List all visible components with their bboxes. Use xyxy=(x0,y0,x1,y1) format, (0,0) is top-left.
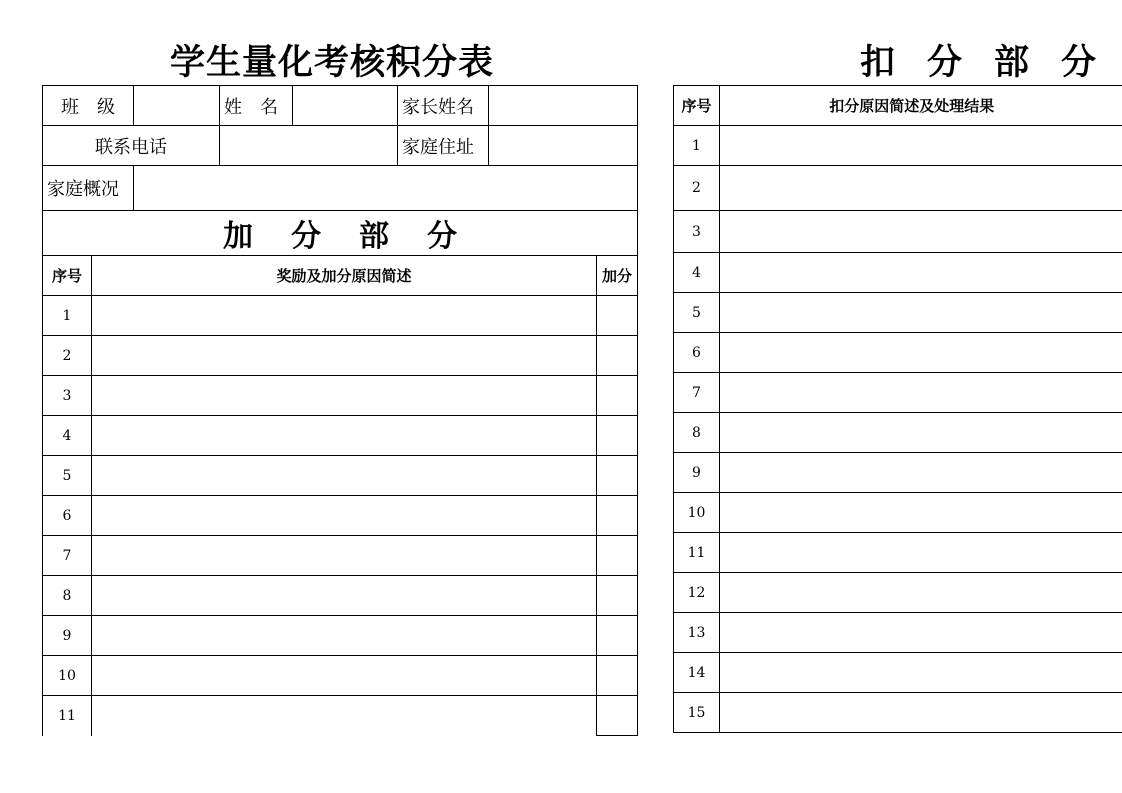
phone-label: 联系电话 xyxy=(43,126,220,166)
bonus-reason-cell[interactable] xyxy=(92,296,597,336)
table-row xyxy=(674,373,1122,413)
table-row xyxy=(43,616,638,656)
deduct-reason-cell[interactable] xyxy=(720,533,1122,573)
row-number: 6 xyxy=(674,333,720,373)
row-number: 3 xyxy=(43,376,92,416)
row-number: 2 xyxy=(674,166,720,211)
bonus-form-table xyxy=(42,85,638,736)
row-number: 8 xyxy=(674,413,720,453)
deduct-reason-cell[interactable] xyxy=(720,166,1122,211)
row-number: 1 xyxy=(43,296,92,336)
table-row xyxy=(674,333,1122,373)
bonus-reason-cell[interactable] xyxy=(92,336,597,376)
row-number: 6 xyxy=(43,496,92,536)
deduct-section-title xyxy=(860,40,1122,86)
table-row xyxy=(43,656,638,696)
bonus-reason-cell[interactable] xyxy=(92,416,597,456)
table-row xyxy=(674,253,1122,293)
bonus-score-cell[interactable] xyxy=(597,376,638,416)
deduct-col-desc-header: 扣分原因简述及处理结果 xyxy=(720,86,1122,126)
table-row xyxy=(674,533,1122,573)
bonus-score-cell[interactable] xyxy=(597,536,638,576)
deduct-reason-cell[interactable] xyxy=(720,211,1122,253)
table-row xyxy=(43,416,638,456)
bonus-score-cell[interactable] xyxy=(597,296,638,336)
bonus-title-char: 加 xyxy=(223,219,253,254)
deduct-table-viewport xyxy=(673,85,1122,793)
bonus-reason-cell[interactable] xyxy=(92,536,597,576)
row-number: 11 xyxy=(674,533,720,573)
family-value-cell[interactable] xyxy=(134,166,638,211)
row-number: 9 xyxy=(43,616,92,656)
row-number: 5 xyxy=(674,293,720,333)
deduct-reason-cell[interactable] xyxy=(720,453,1122,493)
bonus-score-cell[interactable] xyxy=(597,696,638,736)
name-label: 姓 名 xyxy=(220,86,293,126)
row-number: 12 xyxy=(674,573,720,613)
class-label: 班 级 xyxy=(43,86,134,126)
deduct-title-char: 部 xyxy=(994,43,1030,83)
bonus-reason-cell[interactable] xyxy=(92,656,597,696)
address-value-cell[interactable] xyxy=(489,126,638,166)
table-row xyxy=(43,376,638,416)
table-row xyxy=(43,456,638,496)
row-number: 8 xyxy=(43,576,92,616)
row-number: 4 xyxy=(43,416,92,456)
row-number: 5 xyxy=(43,456,92,496)
row-number: 9 xyxy=(674,453,720,493)
table-row xyxy=(43,576,638,616)
table-row xyxy=(674,126,1122,166)
bonus-reason-cell[interactable] xyxy=(92,496,597,536)
row-number: 14 xyxy=(674,653,720,693)
family-label: 家庭概况 xyxy=(43,166,134,211)
bonus-section-title xyxy=(43,211,638,256)
table-row xyxy=(43,536,638,576)
bonus-title-char: 分 xyxy=(427,219,457,254)
table-row xyxy=(43,696,638,736)
table-row xyxy=(43,336,638,376)
address-label: 家庭住址 xyxy=(398,126,489,166)
table-row xyxy=(674,293,1122,333)
row-number: 15 xyxy=(674,693,720,733)
table-row xyxy=(674,453,1122,493)
bonus-reason-cell[interactable] xyxy=(92,696,597,736)
bonus-score-cell[interactable] xyxy=(597,496,638,536)
bonus-col-score-header: 加分 xyxy=(597,256,638,296)
bonus-score-cell[interactable] xyxy=(597,576,638,616)
table-row xyxy=(674,211,1122,253)
deduct-title-char: 扣 xyxy=(860,43,896,83)
row-number: 7 xyxy=(674,373,720,413)
table-row xyxy=(674,613,1122,653)
deduct-reason-cell[interactable] xyxy=(720,333,1122,373)
table-row xyxy=(674,493,1122,533)
bonus-score-cell[interactable] xyxy=(597,416,638,456)
deduct-reason-cell[interactable] xyxy=(720,253,1122,293)
deduct-reason-cell[interactable] xyxy=(720,126,1122,166)
deduct-col-no-header: 序号 xyxy=(674,86,720,126)
bonus-reason-cell[interactable] xyxy=(92,616,597,656)
deduct-reason-cell[interactable] xyxy=(720,653,1122,693)
row-number: 13 xyxy=(674,613,720,653)
row-number: 10 xyxy=(43,656,92,696)
deduct-reason-cell[interactable] xyxy=(720,413,1122,453)
class-value-cell[interactable] xyxy=(134,86,220,126)
deduct-reason-cell[interactable] xyxy=(720,373,1122,413)
deduct-title-char: 分 xyxy=(1061,43,1097,83)
bonus-col-desc-header: 奖励及加分原因简述 xyxy=(92,256,597,296)
row-number: 11 xyxy=(43,696,92,736)
parent-name-label: 家长姓名 xyxy=(398,86,489,126)
bonus-reason-cell[interactable] xyxy=(92,456,597,496)
deduct-reason-cell[interactable] xyxy=(720,493,1122,533)
row-number: 2 xyxy=(43,336,92,376)
row-number: 10 xyxy=(674,493,720,533)
table-row xyxy=(674,693,1122,733)
table-row xyxy=(43,496,638,536)
deduct-reason-cell[interactable] xyxy=(720,573,1122,613)
row-number: 4 xyxy=(674,253,720,293)
bonus-reason-cell[interactable] xyxy=(92,576,597,616)
row-number: 7 xyxy=(43,536,92,576)
table-row xyxy=(674,166,1122,211)
table-row xyxy=(674,413,1122,453)
deduct-reason-cell[interactable] xyxy=(720,613,1122,653)
deduct-reason-cell[interactable] xyxy=(720,293,1122,333)
bonus-score-cell[interactable] xyxy=(597,336,638,376)
parent-name-value-cell[interactable] xyxy=(489,86,638,126)
page-title: 学生量化考核积分表 xyxy=(170,43,495,83)
deduct-title-char: 分 xyxy=(927,43,963,83)
bonus-score-cell[interactable] xyxy=(597,656,638,696)
bonus-title-char: 部 xyxy=(359,219,389,254)
bonus-score-cell[interactable] xyxy=(597,616,638,656)
row-number: 1 xyxy=(674,126,720,166)
table-row xyxy=(43,296,638,336)
bonus-reason-cell[interactable] xyxy=(92,376,597,416)
bonus-score-cell[interactable] xyxy=(597,456,638,496)
phone-value-cell[interactable] xyxy=(220,126,398,166)
table-row xyxy=(674,573,1122,613)
deduct-form-table xyxy=(673,85,1122,733)
row-number: 3 xyxy=(674,211,720,253)
name-value-cell[interactable] xyxy=(293,86,398,126)
deduct-reason-cell[interactable] xyxy=(720,693,1122,733)
bonus-title-char: 分 xyxy=(291,219,321,254)
table-row xyxy=(674,653,1122,693)
bonus-col-no-header: 序号 xyxy=(43,256,92,296)
